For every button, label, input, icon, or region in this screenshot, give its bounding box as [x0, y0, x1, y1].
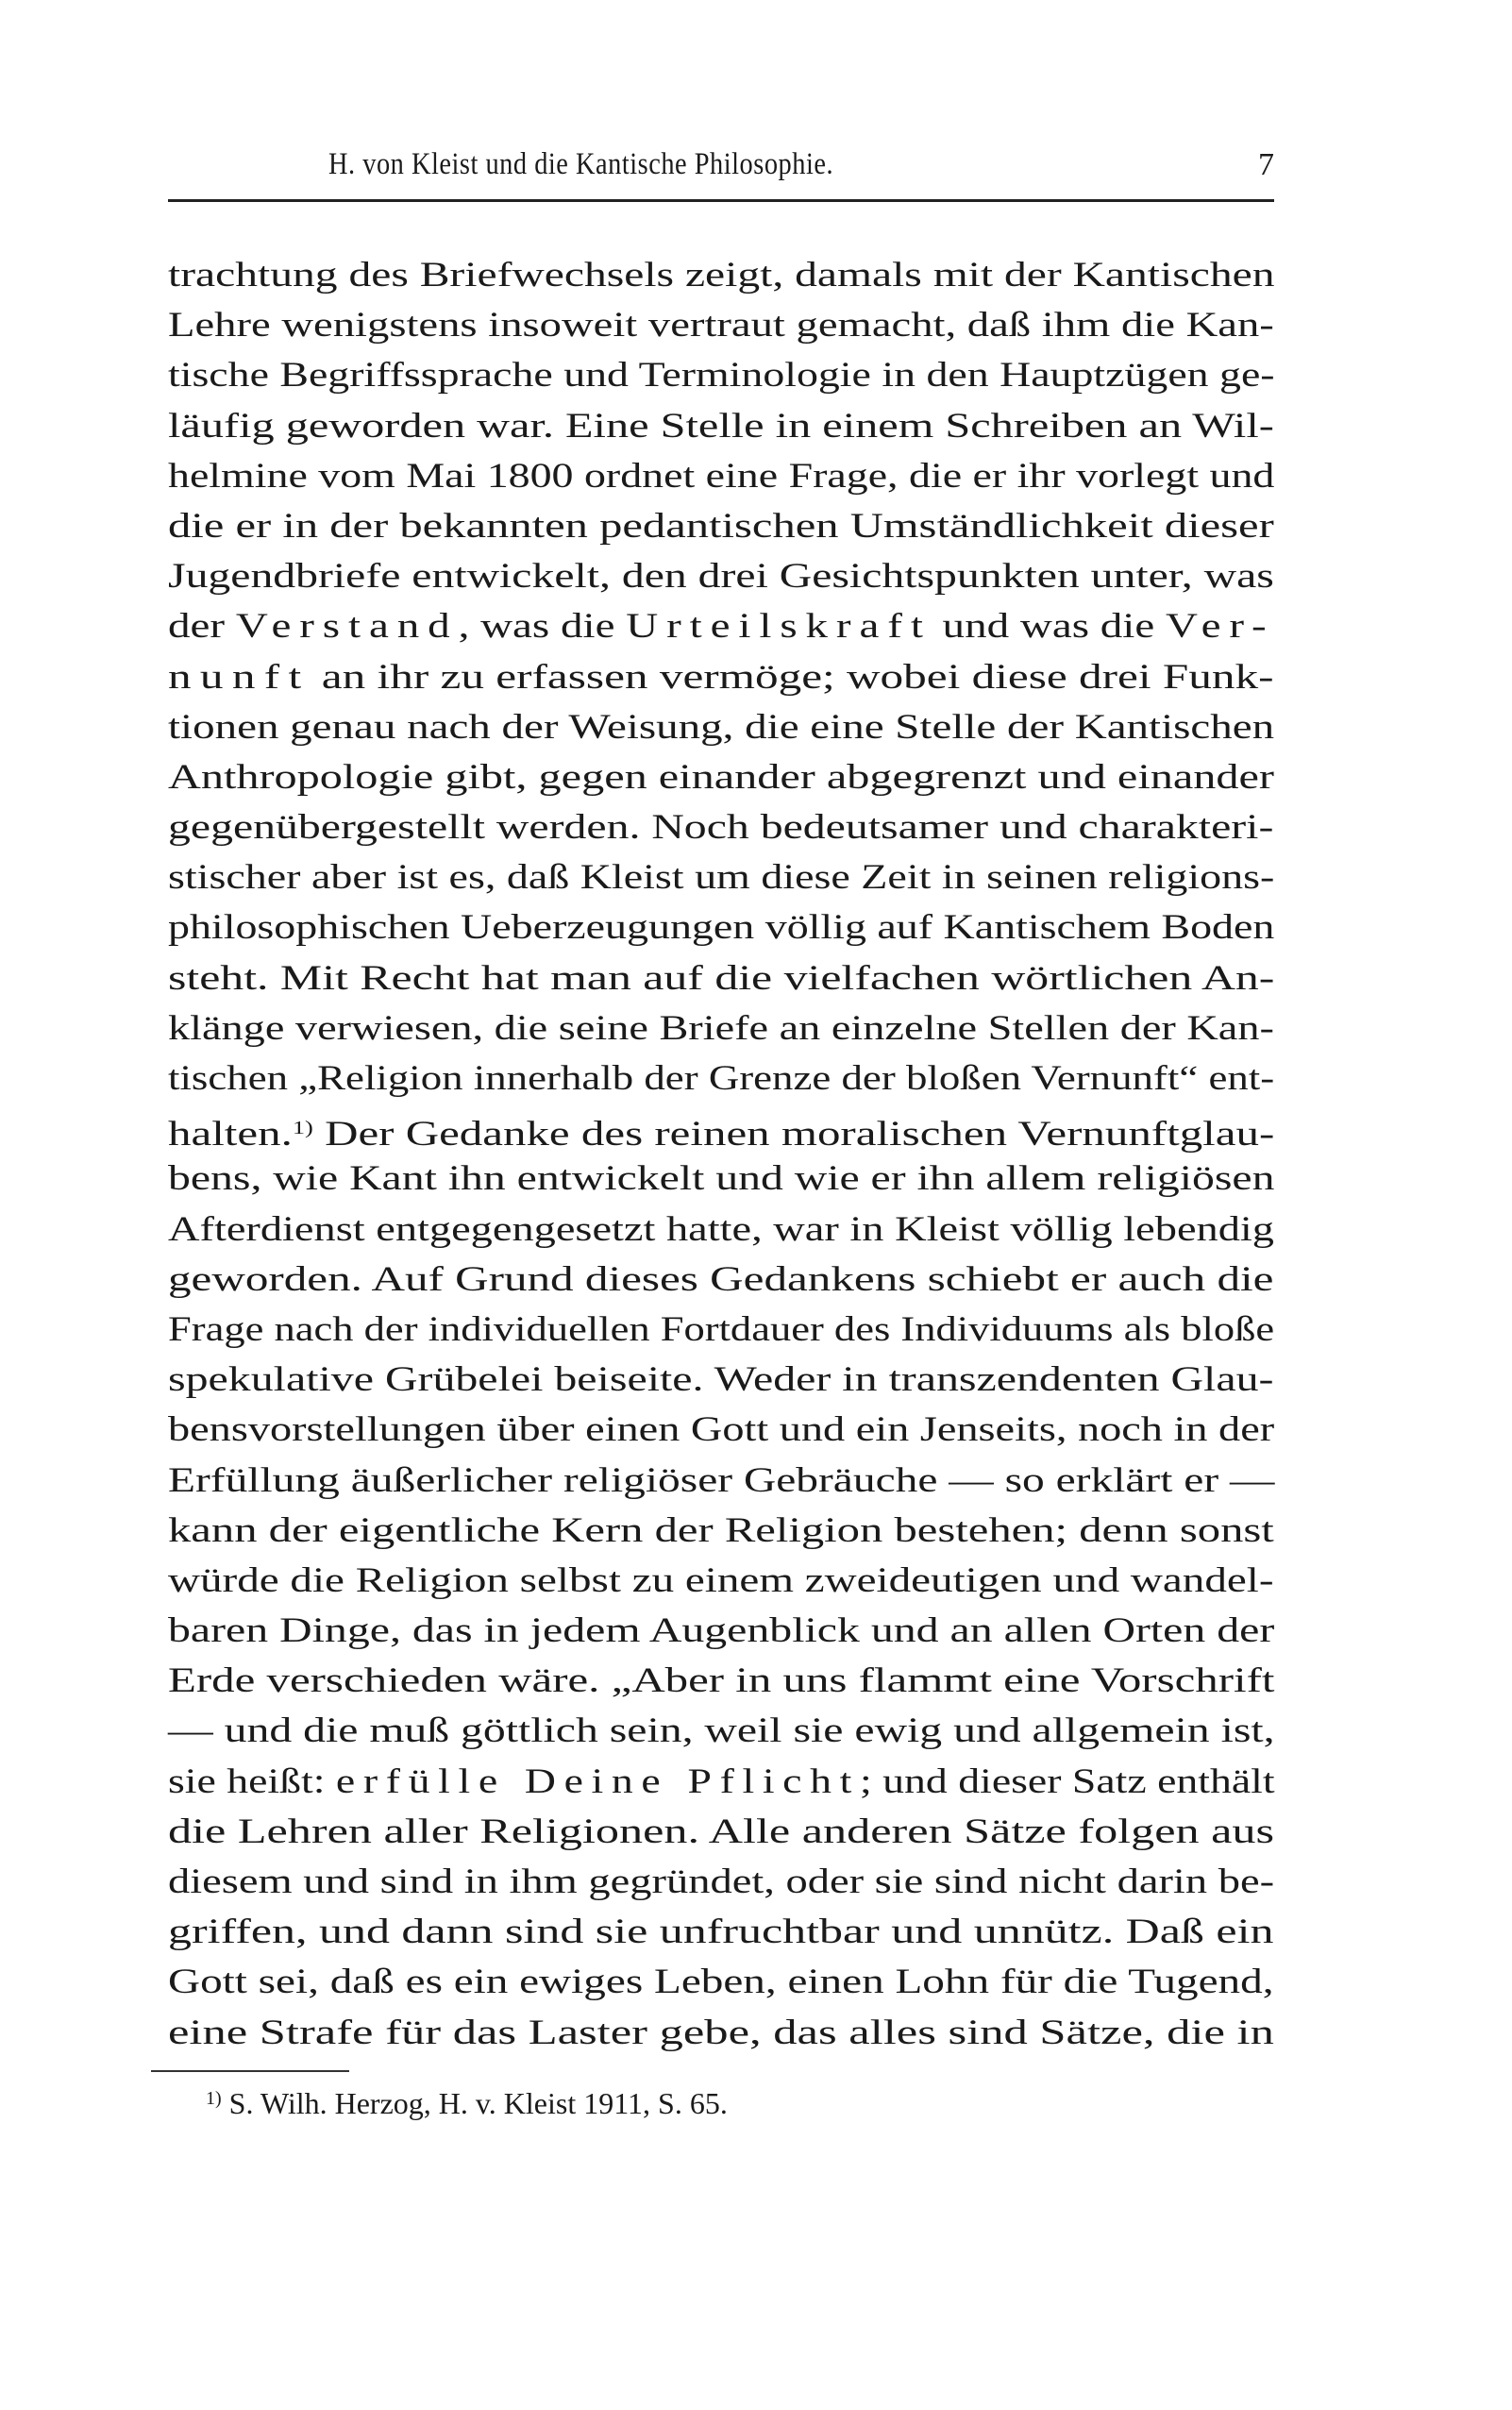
- text-line: die er in der bekannten pedantischen Umständlichkeit dieser: [168, 506, 1274, 546]
- text-line: geworden. Auf Grund dieses Gedankens schiebt er auch die: [168, 1259, 1274, 1299]
- text-line: bens, wie Kant ihn entwickelt und wie er ihn allem religiösen: [168, 1159, 1275, 1199]
- text-line: klänge verwiesen, die seine Briefe an einzelne Stellen der Kan-: [168, 1008, 1274, 1048]
- text-line: Afterdienst entgegengesetzt hatte, war in Kleist völlig lebendig: [168, 1209, 1274, 1249]
- text-line: Gott sei, daß es ein ewiges Leben, einen Lohn für die Tugend,: [168, 1963, 1274, 2002]
- text-line: Erde verschieden wäre. „Aber in uns flammt eine Vorschrift: [168, 1661, 1275, 1701]
- spaced-word-vernunft: Ver-: [1165, 607, 1275, 647]
- footnote-text: S. Wilh. Herzog, H. v. Kleist 1911, S. 65.: [221, 2086, 728, 2120]
- text-line: läufig geworden war. Eine Stelle in einem Schreiben an Wil-: [168, 406, 1274, 446]
- spaced-word-urteilskraft: Urteilskraft: [626, 607, 932, 647]
- footnote-rule: [151, 2070, 349, 2072]
- footnote-reference[interactable]: 1): [292, 1118, 313, 1139]
- running-head: [168, 147, 1274, 193]
- spaced-word-nunft: nunft: [168, 657, 311, 697]
- text-line: tionen genau nach der Weisung, die eine Stelle der Kantischen: [168, 707, 1275, 747]
- running-title: H. von Kleist und die Kantische Philosophie.: [328, 147, 834, 181]
- text-line: diesem und sind in ihm gegründet, oder sie sind nicht darin be-: [168, 1862, 1275, 1901]
- body-text: [168, 250, 1274, 2058]
- text-line: bensvorstellungen über einen Gott und ein Jenseits, noch in der: [168, 1410, 1275, 1450]
- text-line: Jugendbriefe entwickelt, den drei Gesichtspunkten unter, was: [168, 557, 1274, 597]
- text-line: gegenübergestellt werden. Noch bedeutsamer und charakteri-: [168, 808, 1274, 848]
- text-line: steht. Mit Recht hat man auf die vielfachen wörtlichen An-: [168, 958, 1275, 998]
- text-line-spaced: sie heißt: erfülle Deine Pflicht; und dieser Satz enthält: [168, 1761, 1275, 1801]
- text-line: Lehre wenigstens insoweit vertraut gemacht, daß ihm die Kan-: [168, 306, 1274, 345]
- page-number: 7: [1258, 147, 1274, 182]
- text-line: baren Dinge, das in jedem Augenblick und an allen Orten der: [168, 1611, 1275, 1651]
- spaced-word-verstand: Verstand: [235, 607, 459, 647]
- text-line: helmine vom Mai 1800 ordnet eine Frage, die er ihr vorlegt und: [168, 456, 1275, 496]
- footnote-marker: 1): [206, 2088, 222, 2109]
- text-line-with-footnote-ref: halten.$^{1)}$ Der Gedanke des reinen moralischen Vernunftglau-: [168, 1115, 1275, 1154]
- header-rule: [168, 199, 1274, 202]
- text-line: Anthropologie gibt, gegen einander abgegrenzt und einander: [168, 757, 1274, 797]
- text-line: spekulative Grübelei beiseite. Weder in transzendenten Glau-: [168, 1360, 1274, 1400]
- text-line: stischer aber ist es, daß Kleist um diese Zeit in seinen religions-: [168, 858, 1275, 898]
- text-line: Frage nach der individuellen Fortdauer des Individuums als bloße: [168, 1309, 1275, 1349]
- text-line: Erfüllung äußerlicher religiöser Gebräuche — so erklärt er —: [168, 1460, 1275, 1500]
- text-line: philosophischen Ueberzeugungen völlig auf Kantischem Boden: [168, 908, 1275, 948]
- text-line-spaced: der Verstand, was die Urteilskraft und was die Ver-: [168, 607, 1275, 647]
- text-line: tische Begriffssprache und Terminologie in den Hauptzügen ge-: [168, 356, 1275, 396]
- text-line: kann der eigentliche Kern der Religion bestehen; denn sonst: [168, 1510, 1274, 1550]
- text-line: die Lehren aller Religionen. Alle anderen Sätze folgen aus: [168, 1812, 1275, 1851]
- footnote: [206, 2086, 728, 2121]
- text-line: — und die muß göttlich sein, weil sie ewig und allgemein ist,: [168, 1711, 1275, 1751]
- text-line: würde die Religion selbst zu einem zweideutigen und wandel-: [168, 1560, 1274, 1600]
- text-line-spaced: nunft an ihr zu erfassen vermöge; wobei diese drei Funk-: [168, 657, 1274, 697]
- text-line: eine Strafe für das Laster gebe, das alles sind Sätze, die in: [168, 2013, 1274, 2052]
- text-line: tischen „Religion innerhalb der Grenze der bloßen Vernunft“ ent-: [168, 1059, 1275, 1098]
- text-line: griffen, und dann sind sie unfruchtbar und unnütz. Daß ein: [168, 1913, 1274, 1952]
- text-line: trachtung des Briefwechsels zeigt, damals mit der Kantischen: [168, 256, 1275, 295]
- spaced-phrase-pflicht: erfülle Deine Pflicht: [335, 1761, 861, 1801]
